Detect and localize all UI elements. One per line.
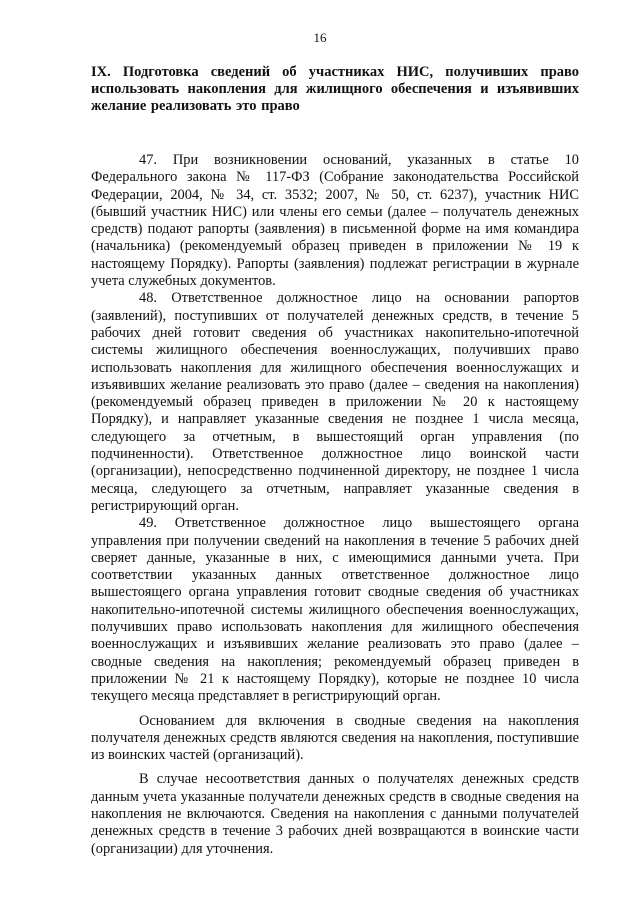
paragraph-mismatch: В случае несоответствия данных о получателях денежных средств данным учета указанные получатели денежных средств в сводные сведения на накопления не включаются. Сведения на накопления с данными получателей денежных средств в течение 3 рабочих дней возвращаются в воинские части (организации) для уточнения. [91,771,579,857]
paragraph-47: 47. При возникновении оснований, указанных в статье 10 Федерального закона № 117-ФЗ (Собрание законодательства Российской Федерации, 2004, № 34, ст. 3532; 2007, № 50, ст. 6237), участник НИС (бывший участник НИС) или члены его семьи (далее – получатель денежных средств) подают рапорты (заявления) в письменной форме на имя командира (начальника) (рекомендуемый образец приведен в приложении № 19 к настоящему Порядку). Рапорты (заявления) подлежат регистрации в журнале учета служебных документов. [91,152,579,290]
page-number: 16 [313,30,327,45]
section-body [91,152,579,858]
paragraph-49: 49. Ответственное должностное лицо вышестоящего органа управления при получении сведений на накопления в течение 5 рабочих дней сверяет данные, указанные в них, с имеющимися данными учета. При соответствии указанных данных ответственное должностное лицо вышестоящего органа управления готовит сводные сведения об участниках накопительно-ипотечной системы жилищного обеспечения военнослужащих, получивших право использовать накопления для жилищного обеспечения военнослужащих и изъявивших желание реализовать это право (далее – сводные сведения на накопления; рекомендуемый образец приведен в приложении № 21 к настоящему Порядку), которые не позднее 10 числа текущего месяца представляет в регистрирующий орган. [91,515,579,705]
section-heading: IX. Подготовка сведений об участниках НИС, получивших право использовать накопления для жилищного обеспечения и изъявивших желание реализовать это право [91,64,579,114]
paragraph-48: 48. Ответственное должностное лицо на основании рапортов (заявлений), поступивших от получателей денежных средств, в течение 5 рабочих дней готовит сведения об участниках накопительно-ипотечной системы жилищного обеспечения военнослужащих, получивших право использовать накопления для жилищного обеспечения военнослужащих и изъявивших желание реализовать это право (далее – сведения на накопления) (рекомендуемый образец приведен в приложении № 20 к настоящему Порядку), и направляет указанные сведения не позднее 1 числа месяца, следующего за отчетным, в вышестоящий орган управления (по подчиненности). Ответственное должностное лицо воинской части (организации), непосредственно подчиненной директору, не позднее 1 числа месяца, следующего за отчетным, направляет указанные сведения в регистрирующий орган. [91,290,579,514]
paragraph-inclusion-basis: Основанием для включения в сводные сведения на накопления получателя денежных средств являются сведения на накопления, поступившие из воинских частей (организаций). [91,712,579,764]
